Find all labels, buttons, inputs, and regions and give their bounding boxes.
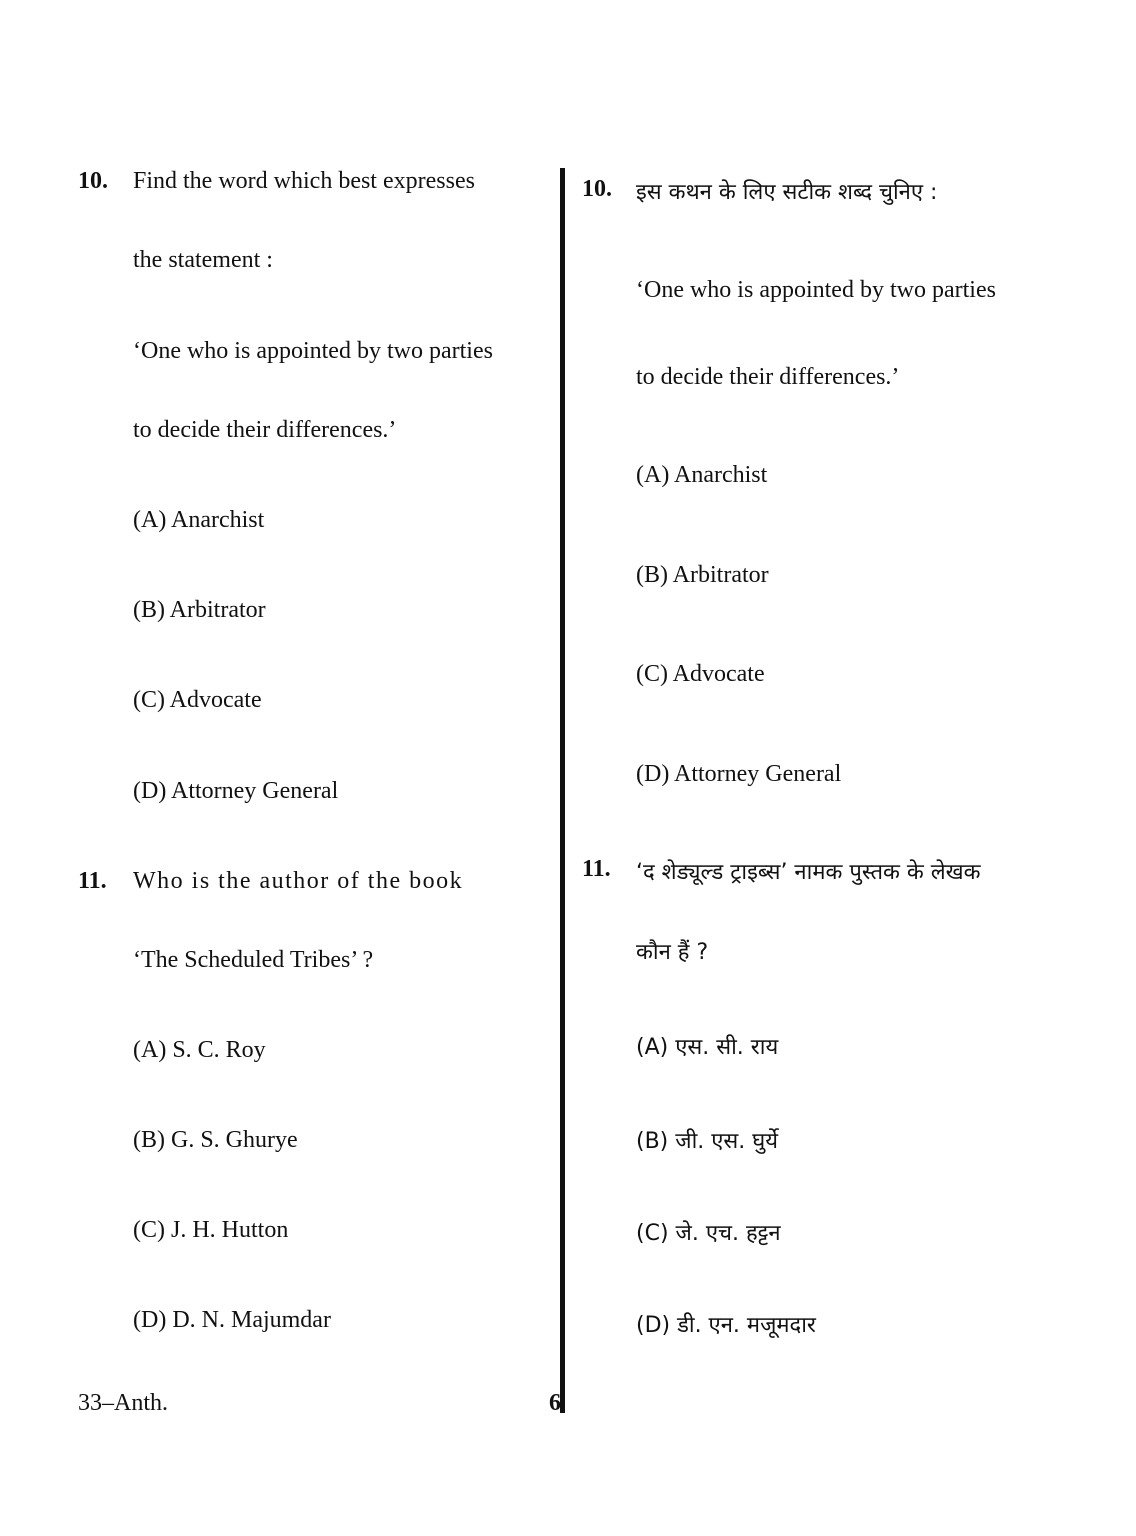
option: (B) Arbitrator [133, 597, 266, 623]
page-number: 6 [549, 1390, 561, 1416]
option: (C) J. H. Hutton [133, 1217, 289, 1243]
column-divider [560, 168, 565, 1413]
question-text: ‘One who is appointed by two parties [636, 277, 996, 303]
option: (A) Anarchist [133, 507, 265, 533]
option: (B) Arbitrator [636, 562, 769, 588]
question-text: ‘One who is appointed by two parties [133, 338, 493, 364]
option: (C) Advocate [133, 687, 262, 713]
question-text: to decide their differences.’ [636, 364, 900, 390]
option: (D) Attorney General [636, 761, 842, 787]
paper-code: 33–Anth. [78, 1390, 168, 1416]
question-number: 11. [78, 868, 107, 894]
question-number: 10. [582, 176, 612, 202]
question-text: ‘द शेड्यूल्ड ट्राइब्स’ नामक पुस्तक के लेखक [636, 860, 981, 885]
question-number: 10. [78, 168, 108, 194]
question-number: 11. [582, 856, 611, 882]
option: (D) डी. एन. मजूमदार [636, 1313, 816, 1338]
question-text: कौन हैं ? [636, 940, 709, 965]
option: (C) जे. एच. हट्टन [636, 1221, 781, 1246]
question-text: ‘The Scheduled Tribes’ ? [133, 947, 374, 973]
option: (B) G. S. Ghurye [133, 1127, 298, 1153]
option: (A) एस. सी. राय [636, 1035, 779, 1060]
option: (B) जी. एस. घुर्ये [636, 1129, 779, 1154]
question-text: the statement : [133, 247, 273, 273]
question-text: to decide their differences.’ [133, 417, 397, 443]
option: (C) Advocate [636, 661, 765, 687]
option: (A) Anarchist [636, 462, 768, 488]
question-text: इस कथन के लिए सटीक शब्द चुनिए : [636, 180, 938, 205]
option: (A) S. C. Roy [133, 1037, 266, 1063]
question-text: Who is the author of the book [133, 868, 464, 894]
question-text: Find the word which best expresses [133, 168, 475, 194]
option: (D) Attorney General [133, 778, 339, 804]
option: (D) D. N. Majumdar [133, 1307, 331, 1333]
